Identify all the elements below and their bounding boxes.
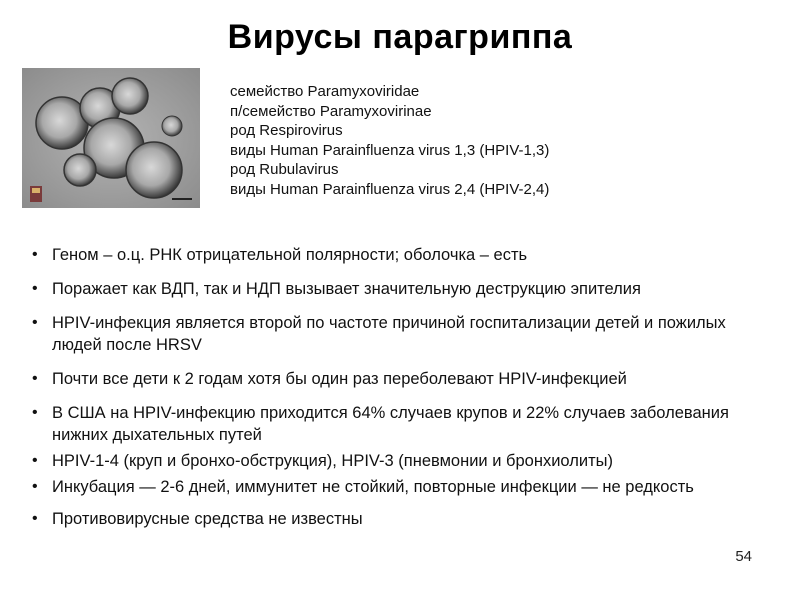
slide-title: Вирусы парагриппа — [227, 18, 573, 56]
bullet-item: • Поражает как ВДП, так и НДП вызывает значительную деструкцию эпителия — [32, 278, 777, 300]
taxonomy-line: п/семейство Paramyxovirinae — [230, 102, 432, 120]
taxonomy-line: семейство Paramyxoviridae — [230, 83, 420, 100]
bullet-list — [32, 244, 777, 530]
bullet-item: • Почти все дети к 2 годам хотя бы один раз переболевают HPIV-инфекцией — [32, 368, 777, 390]
page-number: 54 — [735, 548, 752, 565]
virus-micrograph-image — [22, 68, 200, 208]
bullet-item: • Геном – о.ц. РНК отрицательной полярности; оболочка – есть — [32, 244, 777, 266]
taxonomy-line: виды Human Parainfluenza virus 1,3 (HPIV-1,3) — [230, 141, 550, 159]
bullet-item: • Инкубация — 2-6 дней, иммунитет не стойкий, повторные инфекции — не редкость — [32, 476, 777, 498]
micrograph-illustration — [22, 68, 200, 208]
taxonomy-line: род Rubulavirus — [230, 161, 339, 179]
taxonomy-list — [230, 82, 549, 200]
bullet-item: • HPIV-инфекция является второй по частоте причиной госпитализации детей и пожилых людей после HRSV — [32, 312, 777, 356]
bullet-item: • Противовирусные средства не известны — [32, 508, 777, 530]
bullet-item: • HPIV-1-4 (круп и бронхо-обструкция), HPIV-3 (пневмонии и бронхиолиты) — [32, 450, 777, 472]
taxonomy-line: виды Human Parainfluenza virus 2,4 (HPIV-2,4) — [230, 180, 550, 198]
taxonomy-line: род Respirovirus — [230, 122, 343, 140]
bullet-item: • В США на HPIV-инфекцию приходится 64% случаев крупов и 22% случаев заболевания нижних дыхательных путей — [32, 402, 777, 446]
